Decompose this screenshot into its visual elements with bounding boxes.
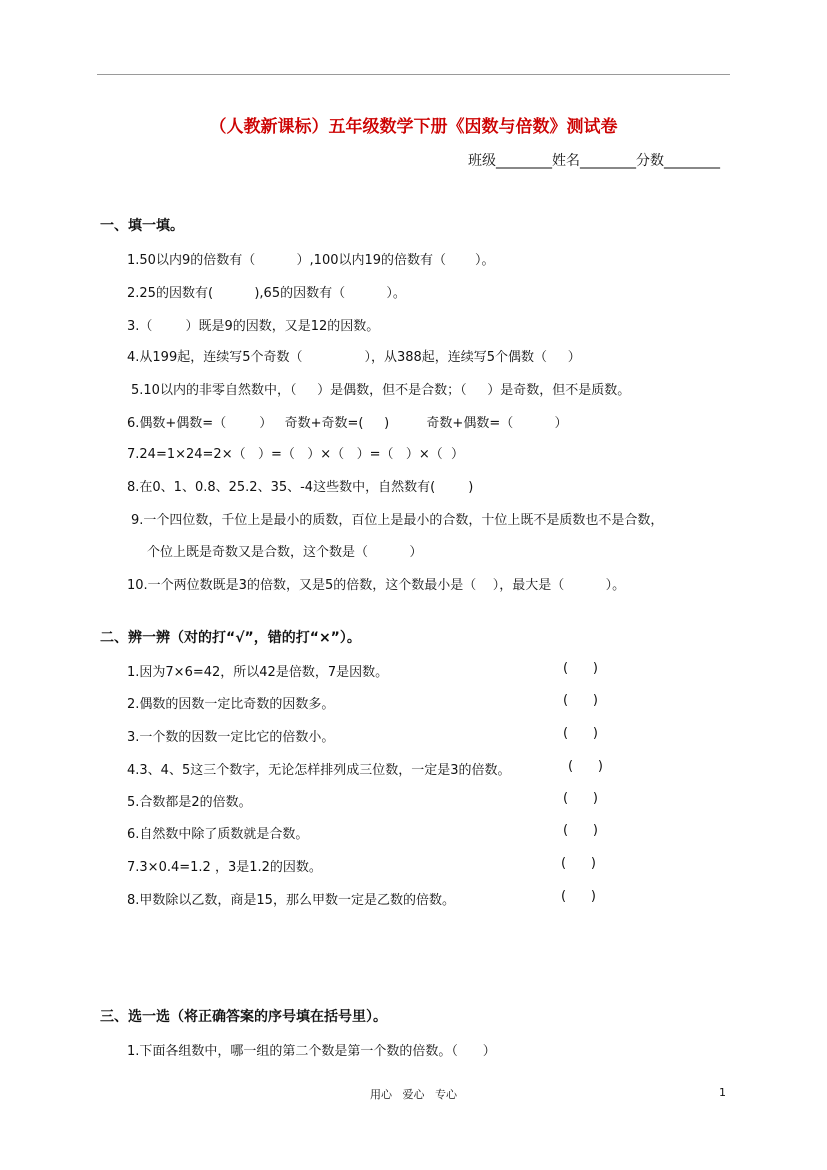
question-2-8: 8.甲数除以乙数，商是15，那么甲数一定是乙数的倍数。	[127, 893, 455, 908]
section-1-heading: 一、填一填。	[100, 218, 184, 234]
answer-bracket-2-2: ( )	[563, 693, 598, 708]
answer-bracket-2-1: ( )	[563, 661, 598, 676]
document-title: （人教新课标）五年级数学下册《因数与倍数》测试卷	[209, 117, 618, 137]
header-rule	[97, 74, 730, 75]
section-2-heading: 二、辨一辨（对的打“√”，错的打“×”）。	[100, 630, 361, 646]
question-1-1: 1.50以内9的倍数有（ ）,100以内19的倍数有（ ）。	[127, 253, 495, 268]
question-1-4: 4.从199起，连续写5个奇数（ ），从388起，连续写5个偶数（ ）	[127, 350, 581, 365]
section-3-heading: 三、选一选（将正确答案的序号填在括号里）。	[100, 1009, 387, 1025]
question-2-7: 7.3×0.4=1.2 ，3是1.2的因数。	[127, 860, 322, 875]
page-footer: 用心 爱心 专心	[370, 1088, 457, 1101]
question-1-8: 8.在0、1、0.8、25.2、35、-4这些数中，自然数有( )	[127, 480, 474, 495]
question-1-10: 10.一个两位数既是3的倍数，又是5的倍数，这个数最小是（ ），最大是（ ）。	[127, 578, 626, 593]
question-2-6: 6.自然数中除了质数就是合数。	[127, 827, 309, 842]
question-1-6: 6.偶数+偶数=（ ） 奇数+奇数=( ) 奇数+偶数=（ ）	[127, 416, 568, 431]
question-1-9: 9.一个四位数，千位上是最小的质数，百位上是最小的合数，十位上既不是质数也不是合数，	[131, 513, 664, 528]
question-2-4: 4.3、4、5这三个数字，无论怎样排列成三位数，一定是3的倍数。	[127, 763, 511, 778]
page-number: 1	[719, 1086, 726, 1099]
question-2-2: 2.偶数的因数一定比奇数的因数多。	[127, 697, 335, 712]
question-1-9-continued: 个位上既是奇数又是合数，这个数是（ ）	[147, 545, 423, 560]
question-2-1: 1.因为7×6=42，所以42是倍数，7是因数。	[127, 665, 389, 680]
question-1-2: 2.25的因数有( ),65的因数有（ ）。	[127, 286, 406, 301]
question-1-3: 3.（ ）既是9的因数，又是12的因数。	[127, 319, 380, 334]
student-info-line: 班级________姓名________分数________	[468, 153, 720, 169]
answer-bracket-2-3: ( )	[563, 726, 598, 741]
question-3-1: 1.下面各组数中，哪一组的第二个数是第一个数的倍数。（ ）	[127, 1044, 496, 1059]
answer-bracket-2-6: ( )	[563, 823, 598, 838]
question-2-5: 5.合数都是2的倍数。	[127, 795, 252, 810]
answer-bracket-2-4: ( )	[568, 759, 603, 774]
question-1-5: 5.10以内的非零自然数中，（ ）是偶数，但不是合数；（ ）是奇数，但不是质数。	[131, 383, 631, 398]
answer-bracket-2-5: ( )	[563, 791, 598, 806]
question-2-3: 3.一个数的因数一定比它的倍数小。	[127, 730, 335, 745]
question-1-7: 7.24=1×24=2×（ ）=（ ）×（ ）=（ ）×（ ）	[127, 447, 465, 462]
answer-bracket-2-7: ( )	[561, 856, 596, 871]
answer-bracket-2-8: ( )	[561, 889, 596, 904]
